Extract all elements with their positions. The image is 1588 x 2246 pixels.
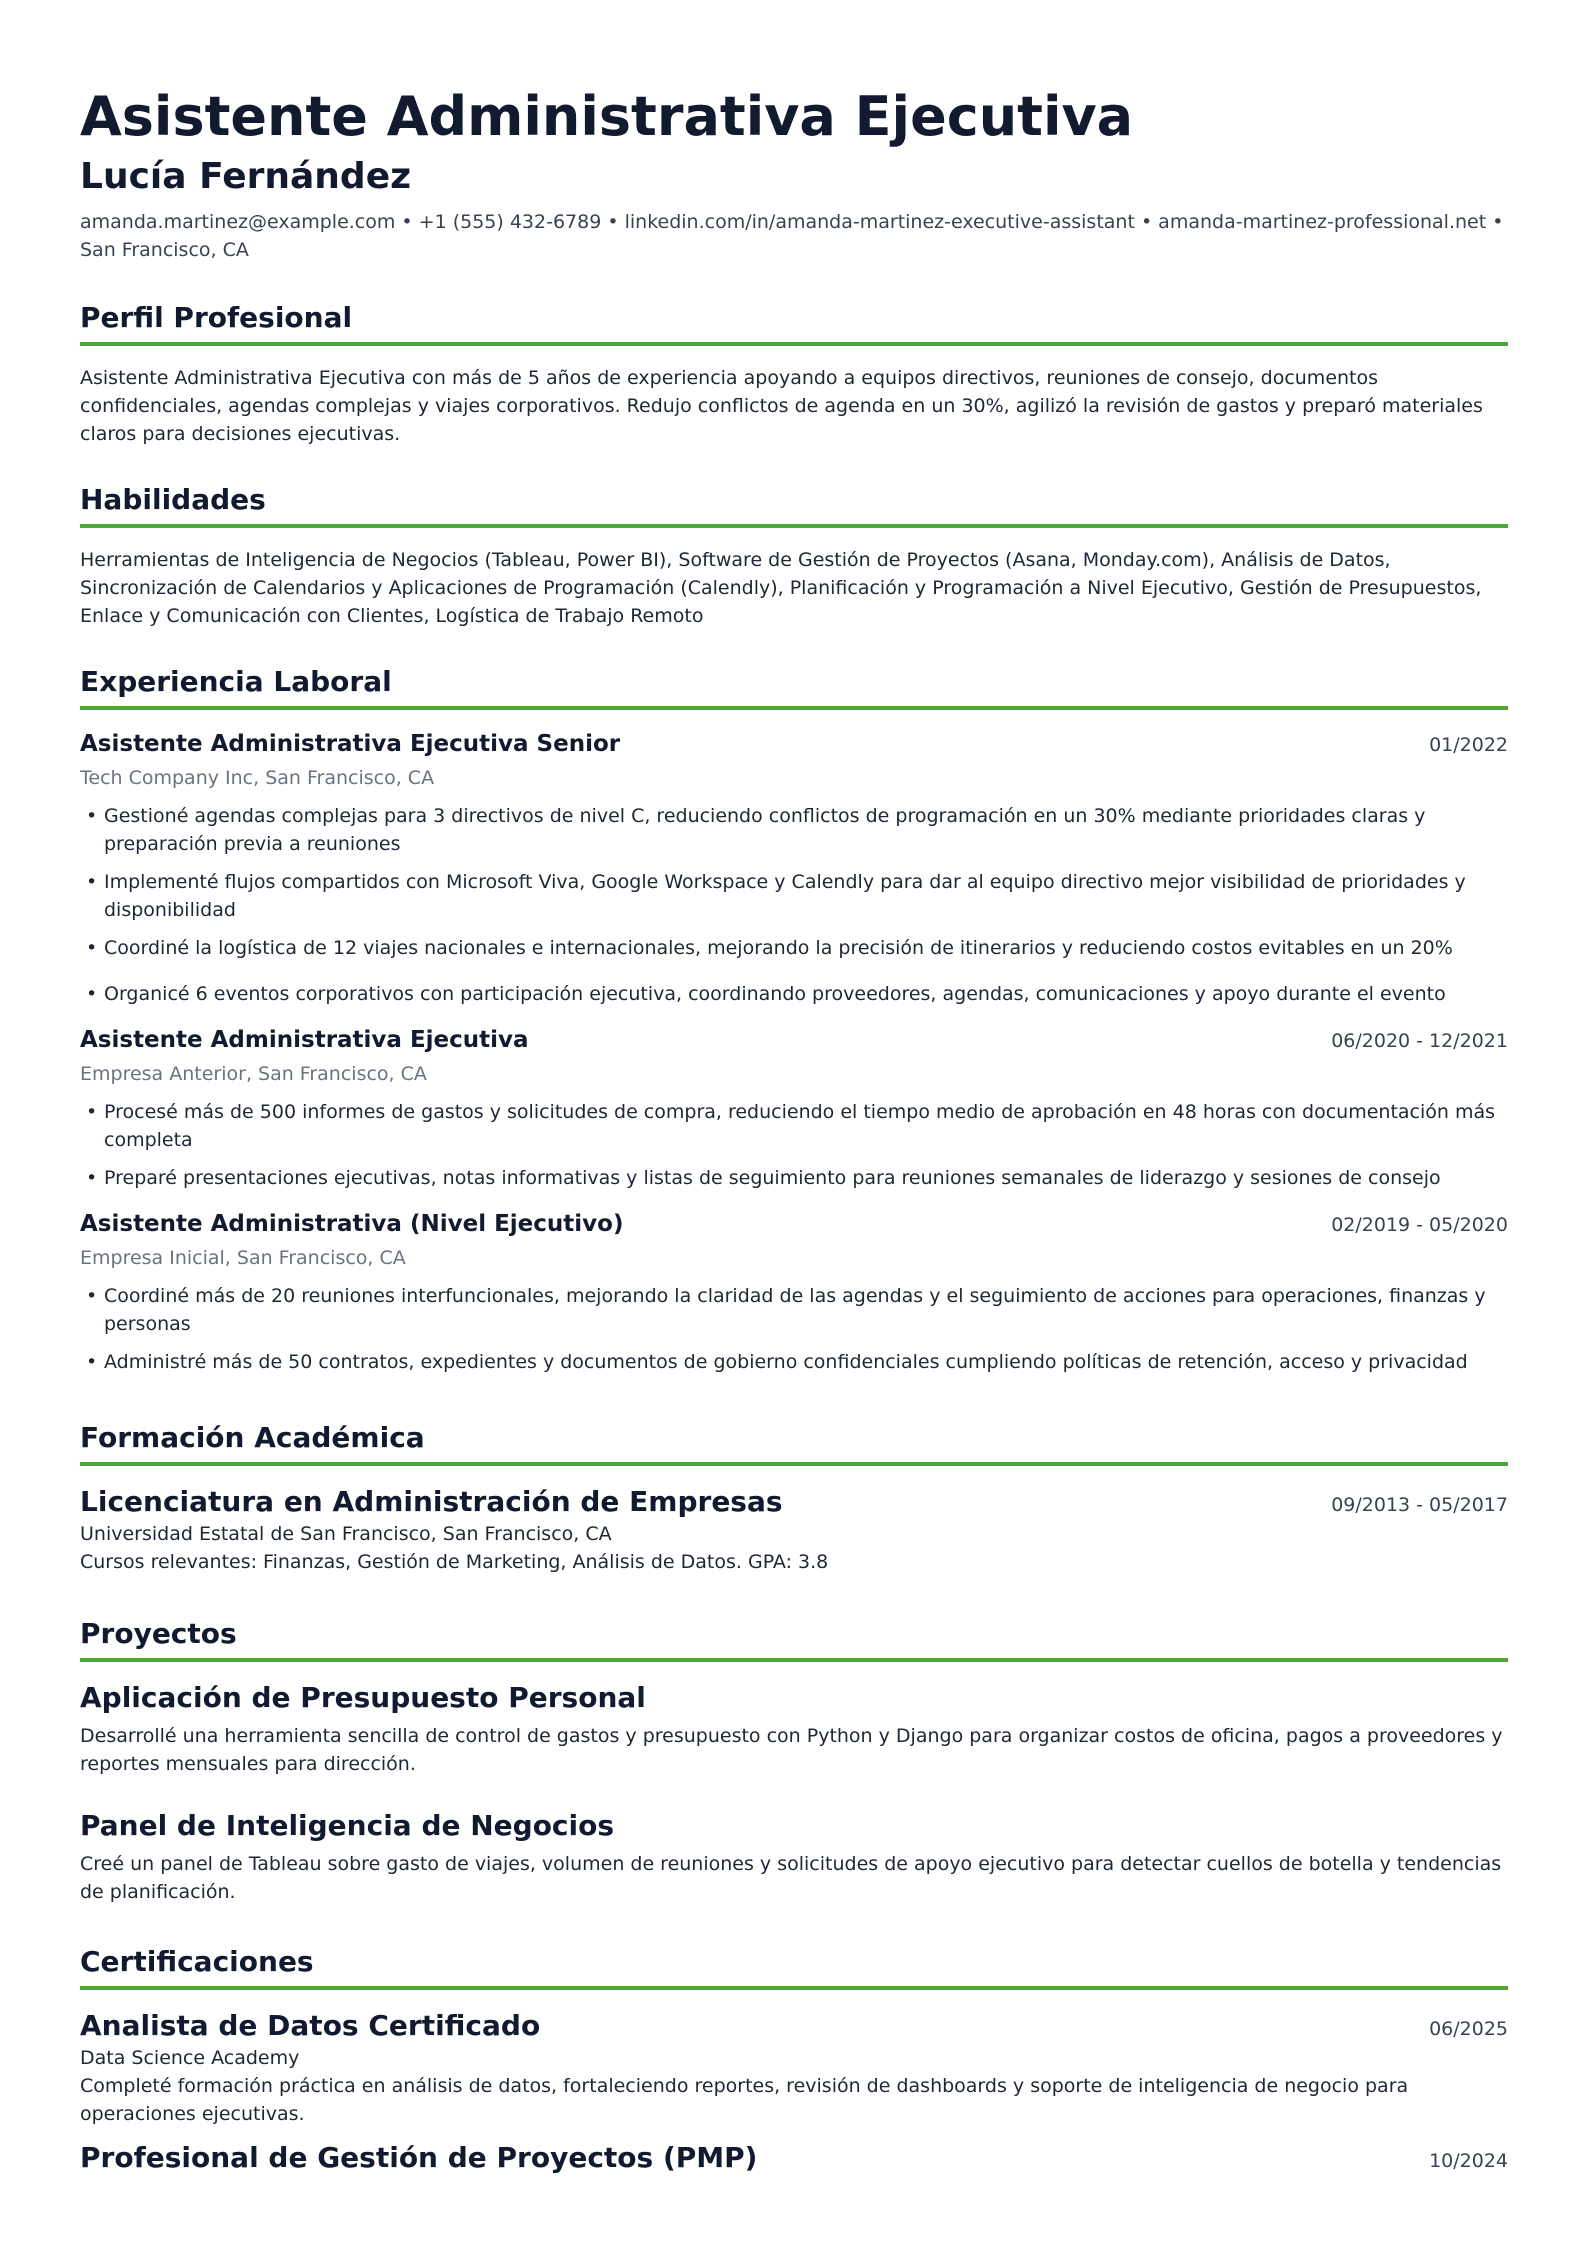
education-date: 09/2013 - 05/2017 [1331, 1494, 1508, 1516]
job-entry [80, 1024, 1508, 1192]
bullet-text: Gestioné agendas complejas para 3 directivos de nivel C, reduciendo conflictos de programación en un 30% mediante prioridades claras y preparación previa a reuniones [104, 805, 1426, 855]
relevant-courses: Cursos relevantes: Finanzas, Gestión de Marketing, Análisis de Datos. GPA: 3.8 [80, 1551, 829, 1573]
experience-section [80, 664, 1508, 1376]
job-bullets [80, 1282, 1508, 1376]
job-entry [80, 728, 1508, 1008]
project-description: Desarrollé una herramienta sencilla de control de gastos y presupuesto con Python y Django para organizar costos de oficina, pagos a proveedores y reportes mensuales para dirección. [80, 1725, 1503, 1775]
section-heading-certifications: Certificaciones [80, 1944, 1508, 1990]
profile-section [80, 300, 1508, 448]
section-heading-skills: Habilidades [80, 482, 1508, 528]
certification-description: Completé formación práctica en análisis de datos, fortaleciendo reportes, revisión de dashboards y soporte de inteligencia de negocio para operaciones ejecutivas. [80, 2075, 1409, 2125]
job-bullet [80, 980, 1508, 1008]
bullet-icon: • [86, 1351, 98, 1373]
job-company: Empresa Anterior, San Francisco, CA [80, 1063, 427, 1085]
job-title: Asistente Administrativa (Nivel Ejecutivo) [80, 1211, 624, 1237]
bullet-text: Coordiné más de 20 reuniones interfuncionales, mejorando la claridad de las agendas y el seguimiento de acciones para operaciones, finanzas y personas [104, 1285, 1486, 1335]
education-section [80, 1420, 1508, 1576]
project-entry [80, 1680, 1508, 1778]
job-bullet [80, 802, 1508, 858]
job-bullet [80, 1282, 1508, 1338]
bullet-text: Administré más de 50 contratos, expedientes y documentos de gobierno confidenciales cumpliendo políticas de retención, acceso y privacidad [104, 1351, 1468, 1373]
bullet-icon: • [86, 983, 98, 1005]
section-heading-projects: Proyectos [80, 1616, 1508, 1662]
project-title: Aplicación de Presupuesto Personal [80, 1681, 646, 1714]
section-heading-experience: Experiencia Laboral [80, 664, 1508, 710]
job-date: 06/2020 - 12/2021 [1331, 1030, 1508, 1052]
profile-text: Asistente Administrativa Ejecutiva con más de 5 años de experiencia apoyando a equipos directivos, reuniones de consejo, documentos confidenciales, agendas complejas y viajes corporativos. Redujo conflictos de agenda en un 30%, agilizó la revisión de gastos y preparó materiales claros para decisiones ejecutivas. [80, 367, 1483, 445]
job-bullets [80, 1098, 1508, 1192]
job-entry [80, 1208, 1508, 1376]
project-description: Creé un panel de Tableau sobre gasto de viajes, volumen de reuniones y solicitudes de apoyo ejecutivo para detectar cuellos de botella y tendencias de planificación. [80, 1853, 1502, 1903]
skills-text: Herramientas de Inteligencia de Negocios (Tableau, Power BI), Software de Gestión de Proyectos (Asana, Monday.com), Análisis de Datos, Sincronización de Calendarios y Aplicaciones de Programación (Calendly), Planificación y Programación a Nivel Ejecutivo, Gestión de Presupuestos, Enlace y Comunicación con Clientes, Logística de Trabajo Remoto [80, 549, 1482, 627]
job-bullet [80, 934, 1508, 962]
bullet-text: Preparé presentaciones ejecutivas, notas informativas y listas de seguimiento para reuniones semanales de liderazgo y sesiones de consejo [104, 1167, 1441, 1189]
job-date: 01/2022 [1429, 734, 1508, 756]
certification-date: 10/2024 [1429, 2150, 1508, 2172]
project-title: Panel de Inteligencia de Negocios [80, 1809, 615, 1842]
bullet-icon: • [86, 1101, 98, 1123]
job-bullets [80, 802, 1508, 1008]
bullet-text: Procesé más de 500 informes de gastos y solicitudes de compra, reduciendo el tiempo medio de aprobación en 48 horas con documentación más completa [104, 1101, 1496, 1151]
contact-info: amanda.martinez@example.com • +1 (555) 432-6789 • linkedin.com/in/amanda-martinez-executive-assistant • amanda-martinez-professional.net • San Francisco, CA [80, 211, 1504, 261]
section-heading-education: Formación Académica [80, 1420, 1508, 1466]
certification-title: Analista de Datos Certificado [80, 2009, 541, 2042]
job-bullet [80, 1348, 1508, 1376]
certifications-section [80, 1944, 1508, 2176]
job-bullet [80, 1164, 1508, 1192]
bullet-icon: • [86, 1167, 98, 1189]
skills-section [80, 482, 1508, 630]
bullet-icon: • [86, 937, 98, 959]
bullet-icon: • [86, 805, 98, 827]
certification-title: Profesional de Gestión de Proyectos (PMP) [80, 2141, 758, 2174]
bullet-icon: • [86, 1285, 98, 1307]
bullet-icon: • [86, 871, 98, 893]
document-title: Asistente Administrativa Ejecutiva [80, 85, 1134, 148]
certification-issuer: Data Science Academy [80, 2047, 300, 2069]
degree-title: Licenciatura en Administración de Empresas [80, 1485, 783, 1518]
bullet-text: Implementé flujos compartidos con Microsoft Viva, Google Workspace y Calendly para dar al equipo directivo mejor visibilidad de prioridades y disponibilidad [104, 871, 1466, 921]
bullet-text: Coordiné la logística de 12 viajes nacionales e internacionales, mejorando la precisión de itinerarios y reduciendo costos evitables en un 20% [104, 937, 1453, 959]
job-title: Asistente Administrativa Ejecutiva [80, 1027, 529, 1053]
job-title: Asistente Administrativa Ejecutiva Senior [80, 731, 621, 757]
section-heading-profile: Perfil Profesional [80, 300, 1508, 346]
certification-date: 06/2025 [1429, 2018, 1508, 2040]
job-bullet [80, 1098, 1508, 1154]
project-entry [80, 1808, 1508, 1906]
school-name: Universidad Estatal de San Francisco, San Francisco, CA [80, 1523, 612, 1545]
job-date: 02/2019 - 05/2020 [1331, 1214, 1508, 1236]
job-company: Tech Company Inc, San Francisco, CA [80, 767, 435, 789]
certification-entry [80, 2008, 1508, 2128]
candidate-name: Lucía Fernández [80, 156, 412, 197]
bullet-text: Organicé 6 eventos corporativos con participación ejecutiva, coordinando proveedores, agendas, comunicaciones y apoyo durante el evento [104, 983, 1446, 1005]
job-bullet [80, 868, 1508, 924]
job-company: Empresa Inicial, San Francisco, CA [80, 1247, 406, 1269]
projects-section [80, 1616, 1508, 1906]
certification-entry [80, 2140, 1508, 2176]
